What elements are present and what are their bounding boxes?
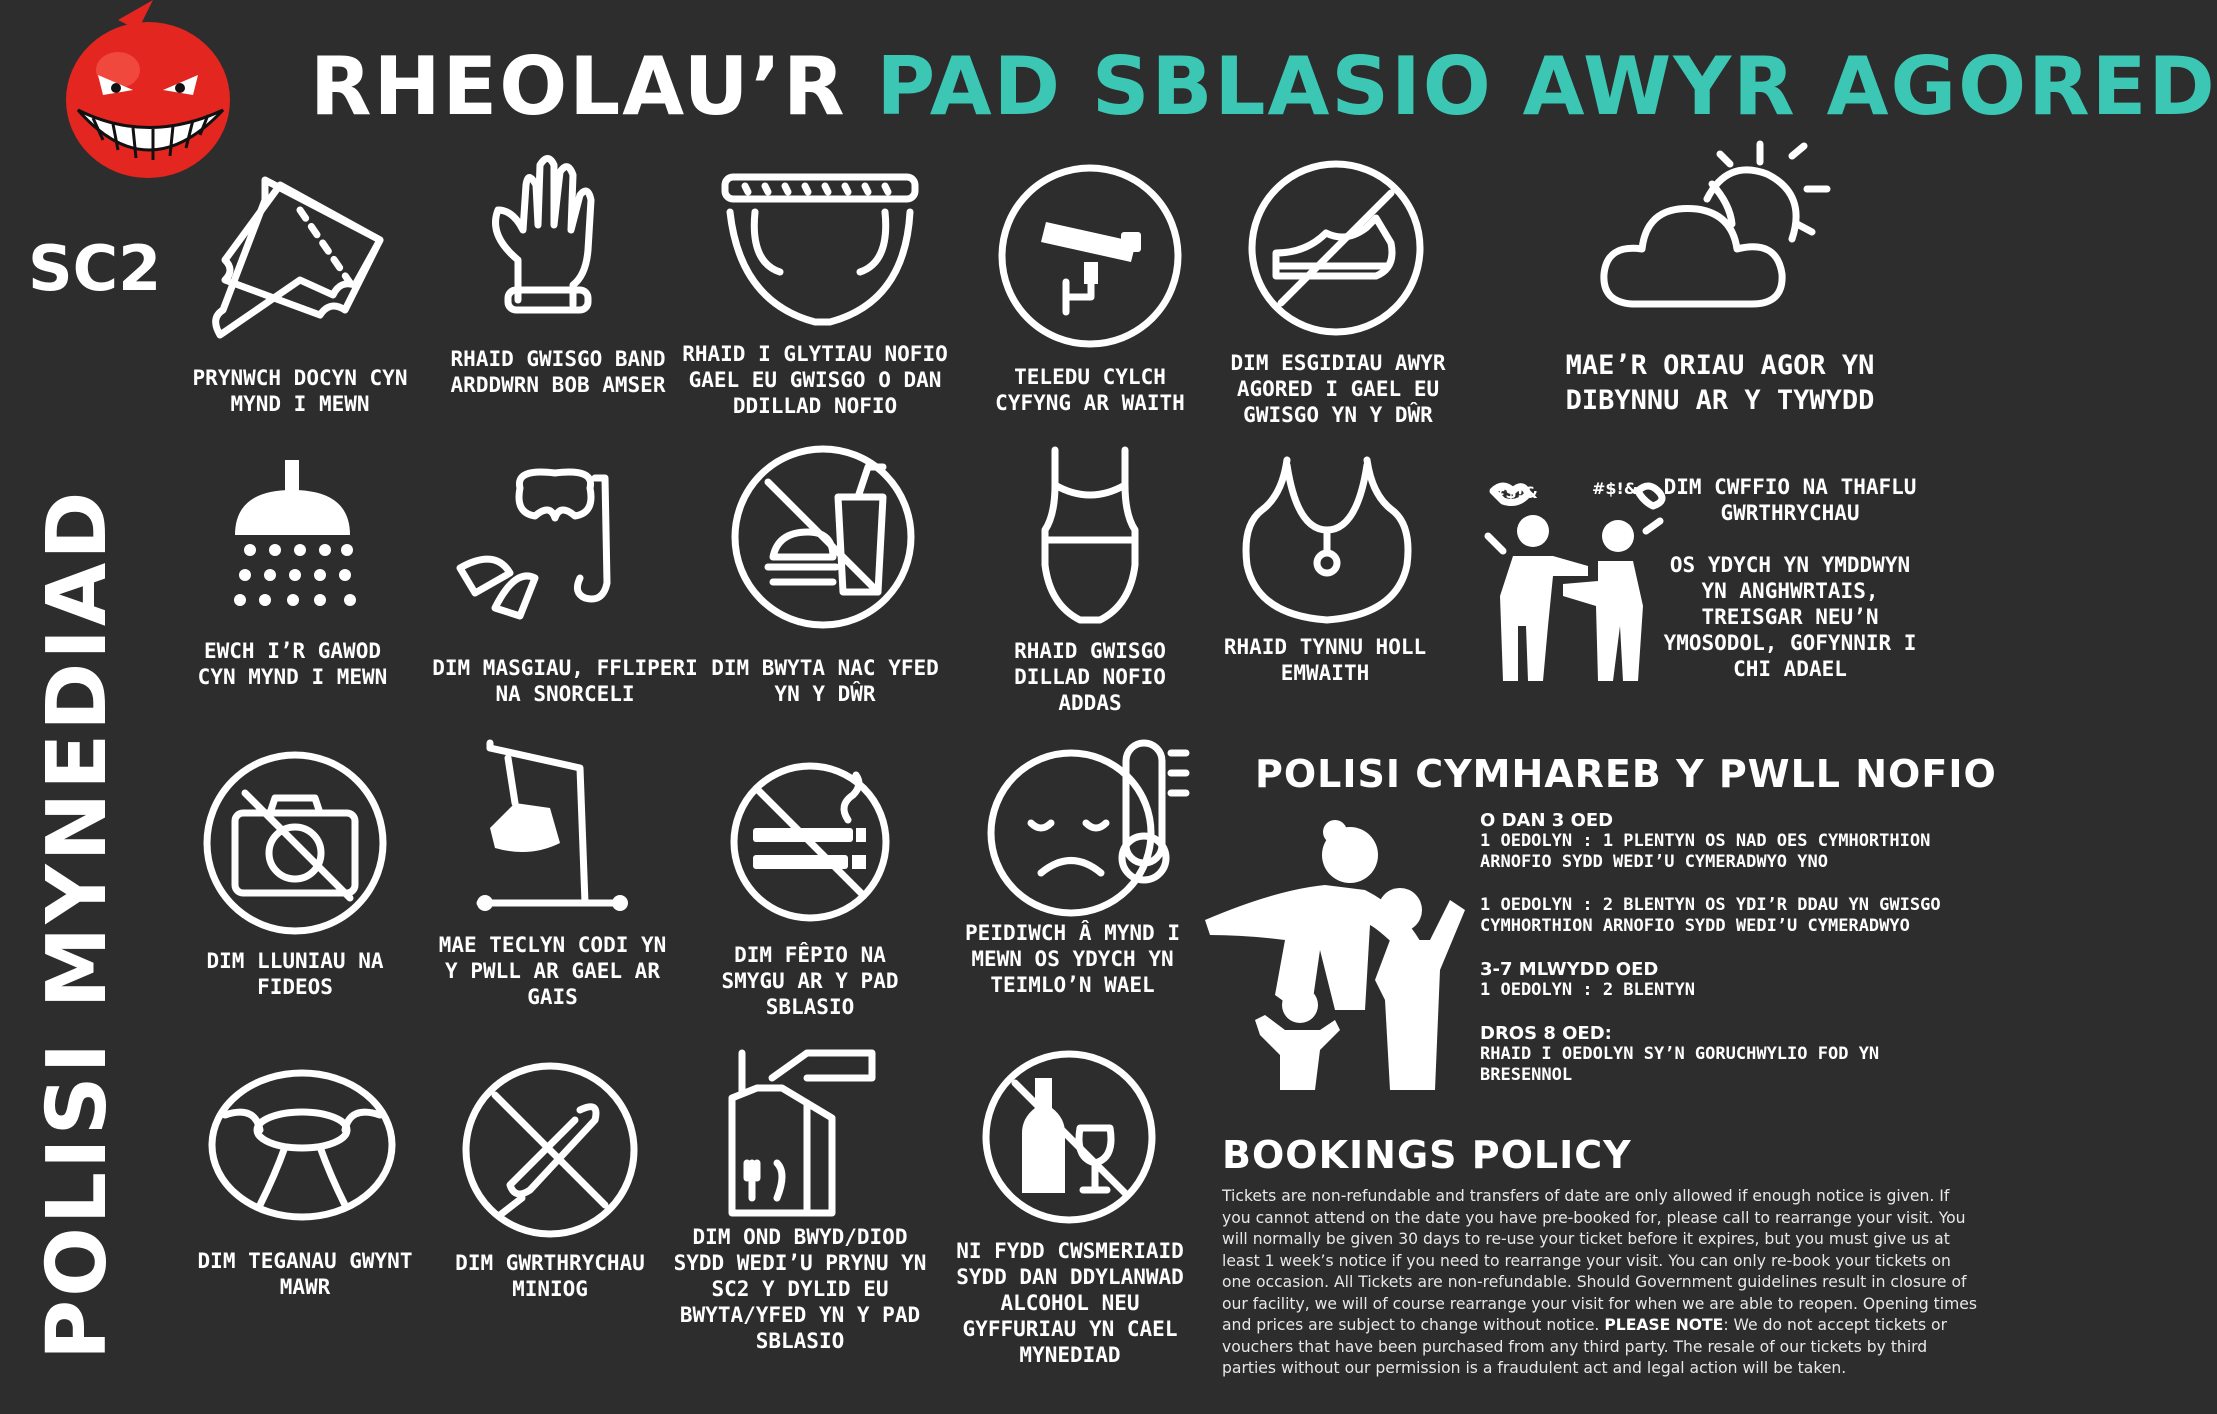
rule-smoking: DIM FÊPIO NA SMYGU AR Y PAD SBLASIO	[721, 943, 899, 1019]
mascot-logo	[58, 0, 238, 180]
swear-symbol-2: #$!&	[1592, 479, 1638, 498]
bookings-note-body: : We do not accept tickets or vouchers that have been purchased from any third party. The resale of our tickets by third parties without our permission is a fraudulent act and legal action will be taken.	[1222, 1316, 1948, 1377]
bookings-note-label: PLEASE NOTE	[1604, 1316, 1724, 1334]
no-sharp-objects-icon	[460, 1060, 640, 1240]
no-alcohol-icon	[980, 1048, 1158, 1226]
weather-icon	[1602, 144, 1832, 316]
inflatable-ring-icon	[205, 1065, 400, 1225]
rule-inflatables: DIM TEGANAU GWYNT MAWR	[197, 1249, 413, 1299]
rule-unwell: PEIDIWCH Â MYND I MEWN OS YDYCH YN TEIMLO’N WAEL	[965, 921, 1180, 997]
rule-jewellery: RHAID TYNNU HOLL EMWAITH	[1223, 635, 1427, 685]
rule-hoist: MAE TECLYN CODI YN Y PWLL AR GAEL AR GAIS	[438, 933, 667, 1009]
no-camera-icon	[200, 748, 390, 938]
swimsuit-icon	[1040, 445, 1140, 625]
ratio-age37-head: 3-7 MLWYDD OED	[1480, 959, 1659, 980]
rule-fight-1: DIM CWFFIO NA THAFLU GWRTHRYCHAU	[1663, 475, 1917, 525]
no-food-drink-icon	[728, 442, 918, 632]
swear-symbol-1: #$!&	[1492, 483, 1538, 502]
page-title	[310, 40, 2217, 133]
ratio-age37: 1 OEDOLYN : 2 BLENTYN	[1480, 980, 1695, 1000]
shower-icon	[225, 460, 360, 615]
rule-fight-2: OS YDYCH YN YMDDWYN YN ANGHWRTAIS, TREISGAR NEU’N YMOSODOL, GOFYNNIR I CHI ADAEL	[1663, 553, 1917, 681]
sc2-logo-text: SC2	[28, 232, 162, 305]
rule-photos: DIM LLUNIAU NA FIDEOS	[206, 949, 384, 999]
ratio-under3-a: 1 OEDOLYN : 1 PLENTYN OS NAD OES CYMHORTHION ARNOFIO SYDD WEDI’U CYMERADWYO YNO	[1480, 831, 1931, 872]
side-title: POLISI MYNEDIAD	[30, 488, 125, 1360]
ratio-heading: POLISI CYMHAREB Y PWLL NOFIO	[1255, 752, 1997, 796]
sc2-logo	[28, 232, 161, 305]
bookings-heading: BOOKINGS POLICY	[1222, 1133, 1632, 1177]
title-part-2: PAD SBLASIO AWYR AGORED	[876, 40, 2217, 133]
rule-food: DIM BWYTA NAC YFED YN Y DŴR	[711, 656, 939, 706]
fighting-icon	[1478, 476, 1668, 686]
ticket-icon	[205, 160, 390, 340]
rule-ownfood: DIM OND BWYD/DIOD SYDD WEDI’U PRYNU YN SC2 Y DYLID EU BWYTA/YFED YN Y PAD SBLASIO	[673, 1225, 927, 1353]
bookings-body: Tickets are non-refundable and transfers of date are only allowed if enough notice is given. If you cannot attend on the date you have pre-booked for, please call to rearrange your visit. You will normally be given 30 days to re-use your ticket before it expires, but you must give us at least 1 week’s notice if you need to rearrange your visit. You can only re-book your tickets on one occasion. All Tickets are non-refundable. Should Government guidelines result in closure of our facility, we will of course rearrange your visit for when we are able to reopen. Opening times and prices are subject to change without notice.	[1222, 1187, 1977, 1334]
ratio-details	[1480, 810, 1970, 1086]
ratio-over8: RHAID I OEDOLYN SY’N GORUCHWYLIO FOD YN BRESENNOL	[1480, 1044, 1880, 1085]
rule-sharp: DIM GWRTHRYCHAU MINIOG	[455, 1251, 645, 1301]
family-icon	[1205, 820, 1465, 1100]
rule-cctv: TELEDU CYLCH CYFYNG AR WAITH	[995, 365, 1185, 415]
swim-nappy-icon	[720, 172, 920, 332]
title-part-1: RHEOLAU’R	[310, 40, 847, 133]
rule-nappy: RHAID I GLYTIAU NOFIO GAEL EU GWISGO O DAN DDILLAD NOFIO	[682, 342, 948, 418]
rule-weather: MAE’R ORIAU AGOR YN DIBYNNU AR Y TYWYDD	[1565, 350, 1875, 416]
pool-hoist-icon	[470, 738, 630, 913]
unwell-face-icon	[986, 738, 1192, 918]
rule-ticket: PRYNWCH DOCYN CYN MYND I MEWN	[192, 366, 408, 416]
no-shoes-icon	[1246, 158, 1426, 338]
rule-wristband: RHAID GWISGO BAND ARDDWRN BOB AMSER	[450, 347, 666, 397]
jewellery-icon	[1242, 455, 1412, 625]
rule-shoes: DIM ESGIDIAU AWYR AGORED I GAEL EU GWISGO YN Y DŴR	[1230, 351, 1446, 427]
mask-snorkel-icon	[455, 458, 655, 633]
rule-shower: EWCH I’R GAWOD CYN MYND I MEWN	[197, 639, 388, 689]
own-food-bag-icon	[722, 1048, 887, 1218]
rule-alcohol: NI FYDD CWSMERIAID SYDD DAN DDYLANWAD ALCOHOL NEU GYFFURIAU YN CAEL MYNEDIAD	[956, 1239, 1184, 1367]
wristband-hand-icon	[478, 150, 618, 320]
cctv-icon	[996, 162, 1184, 350]
rule-swimwear: RHAID GWISGO DILLAD NOFIO ADDAS	[1014, 639, 1166, 715]
ratio-over8-head: DROS 8 OED:	[1480, 1023, 1612, 1044]
ratio-under3-b: 1 OEDOLYN : 2 BLENTYN OS YDI’R DDAU YN GWISGO CYMHORTHION ARNOFIO SYDD WEDI’U CYMERADWYO	[1480, 895, 1941, 936]
no-smoking-icon	[728, 760, 893, 925]
ratio-under3-head: O DAN 3 OED	[1480, 810, 1614, 831]
rule-masks: DIM MASGIAU, FFLIPERI NA SNORCELI	[432, 656, 698, 706]
bookings-policy-text	[1222, 1186, 1982, 1380]
